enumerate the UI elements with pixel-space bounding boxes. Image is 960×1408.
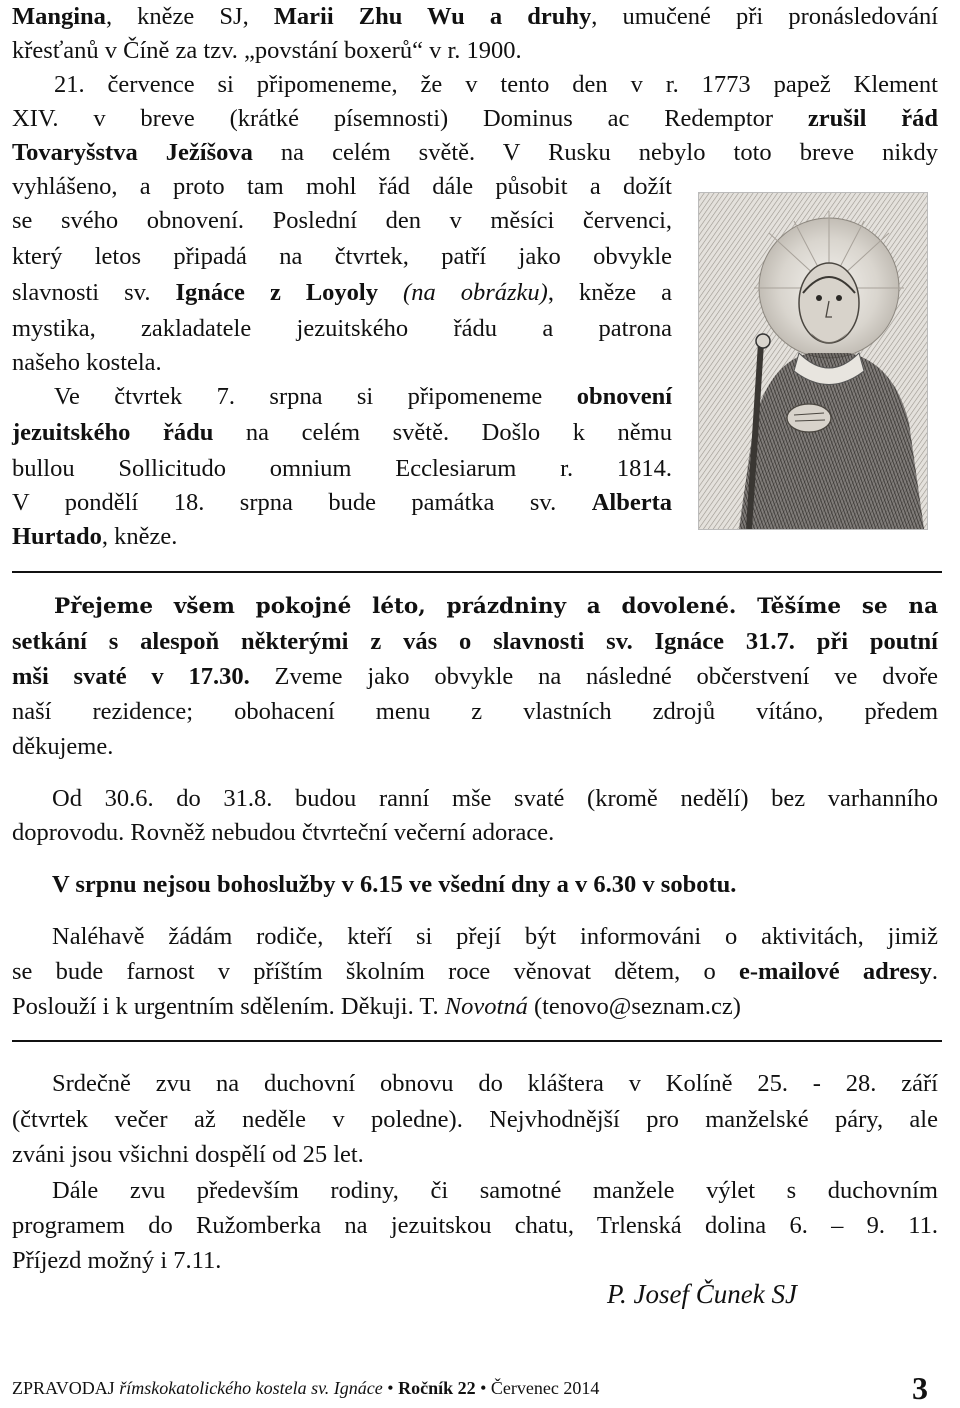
text-line: XIV. v breve (krátké písemnosti) Dominus ac Redemptor zrušil řád: [12, 105, 938, 132]
footer-volume: Ročník 22: [398, 1378, 476, 1398]
text-line: vyhlášeno, a proto tam mohl řád dále působit a dožít: [12, 173, 672, 200]
section-divider: [12, 1040, 942, 1042]
footer-subtitle: římskokatolického kostela sv. Ignáce: [119, 1378, 383, 1398]
text-line: Ve čtvrtek 7. srpna si připomeneme obnovení: [54, 383, 672, 410]
text-line: děkujeme.: [12, 733, 114, 760]
text-line: doprovodu. Rovněž nebudou čtvrteční večerní adorace.: [12, 819, 555, 846]
text-line: Dále zvu především rodiny, či samotné manžele výlet s duchovním: [52, 1177, 938, 1204]
text-line: Od 30.6. do 31.8. budou ranní mše svaté (kromě nedělí) bez varhanního: [52, 785, 938, 812]
section-divider: [12, 571, 942, 573]
text-line: Mangina, kněze SJ, Marii Zhu Wu a druhy, umučené při pronásledování: [12, 3, 939, 30]
text-line: mystika, zakladatele jezuitského řádu a patrona: [12, 315, 672, 342]
schedule-notice: V srpnu nejsou bohoslužby v 6.15 ve všední dny a v 6.30 v sobotu.: [52, 871, 737, 898]
text-line: V pondělí 18. srpna bude památka sv. Alberta: [12, 489, 672, 516]
text-line: se bude farnost v příštím školním roce věnovat dětem, o e-mailové adresy.: [12, 958, 938, 985]
portrait-engraving: [699, 193, 927, 529]
text-line: zváni jsou všichni dospělí od 25 let.: [12, 1141, 364, 1168]
text-line: Naléhavě žádám rodiče, kteří si přejí být informováni o aktivitách, jimiž: [52, 923, 938, 950]
text-line: Srdečně zvu na duchovní obnovu do kláštera v Kolíně 25. - 28. září: [52, 1070, 938, 1097]
text-line: Příjezd možný i 7.11.: [12, 1247, 222, 1274]
text-line: 21. července si připomeneme, že v tento den v r. 1773 papež Klement: [54, 71, 938, 98]
text-line: Poslouží i k urgentním sdělením. Děkuji. T. Novotná (tenovo@seznam.cz): [12, 993, 741, 1020]
text-line: našeho kostela.: [12, 349, 162, 376]
saint-ignatius-portrait: [698, 192, 928, 530]
text-line: mši svaté v 17.30. Zveme jako obvykle na následné občerstvení ve dvoře: [12, 663, 938, 690]
greeting-line: setkání s alespoň některými z vás o slavnosti sv. Ignáce 31.7. při poutní: [12, 628, 938, 655]
text-line: se svého obnovení. Poslední den v měsíci červenci,: [12, 207, 672, 234]
footer-bullet: •: [480, 1378, 487, 1398]
signature: P. Josef Čunek SJ: [607, 1279, 797, 1309]
page-number: 3: [912, 1370, 928, 1406]
text-line: Tovaryšstva Ježíšova na celém světě. V Rusku nebylo toto breve nikdy: [12, 139, 938, 166]
text-line: křesťanů v Číně za tzv. „povstání boxerů“ v r. 1900.: [12, 37, 522, 64]
greeting-line: Přejeme všem pokojné léto, prázdniny a dovolené. Těšíme se na: [54, 594, 938, 619]
text-line: slavnosti sv. Ignáce z Loyoly (na obrázku), kněze a: [12, 279, 673, 306]
text-line: který letos připadá na čtvrtek, patří jako obvykle: [12, 243, 672, 270]
text-line: Hurtado, kněze.: [12, 523, 178, 550]
footer-title: ZPRAVODAJ: [12, 1378, 115, 1398]
text-line: (čtvrtek večer až neděle v poledne). Nejvhodnější pro manželské páry, ale: [12, 1106, 938, 1133]
text-line: naší rezidence; obohacení menu z vlastních zdrojů vítáno, předem: [12, 698, 938, 725]
text-line: jezuitského řádu na celém světě. Došlo k němu: [12, 419, 672, 446]
footer-month: Červenec 2014: [490, 1378, 600, 1398]
page-footer: [12, 1368, 940, 1408]
footer-bullet: •: [387, 1378, 394, 1398]
text-line: programem do Ružomberka na jezuitskou chatu, Trlenská dolina 6. – 9. 11.: [12, 1212, 938, 1239]
text-line: bullou Sollicitudo omnium Ecclesiarum r. 1814.: [12, 455, 672, 482]
